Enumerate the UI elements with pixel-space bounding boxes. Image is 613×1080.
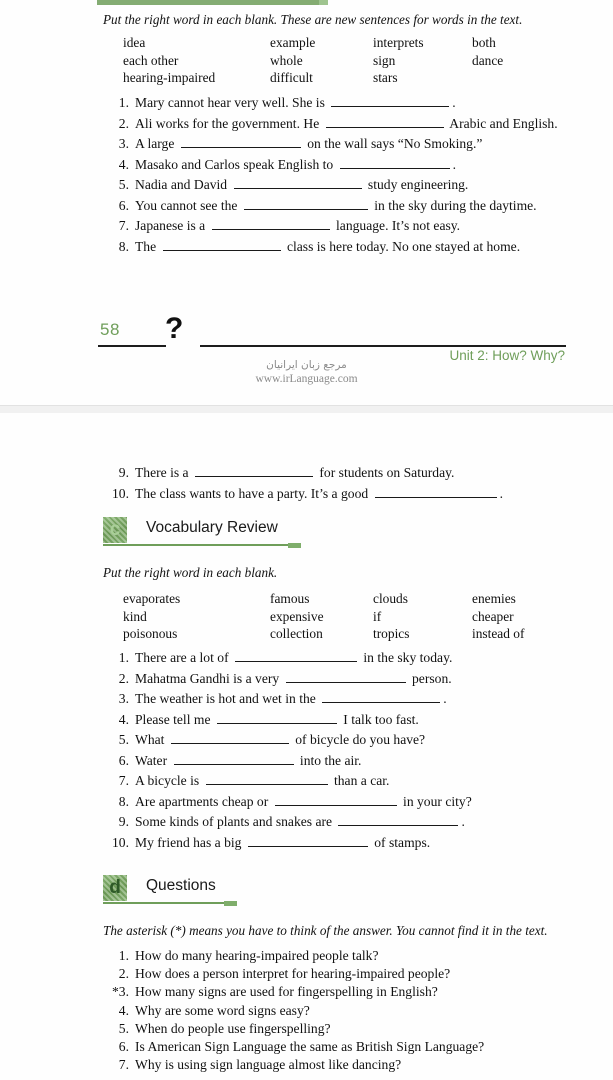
answer-blank[interactable] — [286, 671, 406, 683]
item-text-before-blank: The — [135, 238, 160, 254]
item-number: 2. — [118, 670, 129, 686]
item-number: 6. — [118, 752, 129, 768]
item-text-after-blank: person. — [408, 670, 452, 686]
item-text — [135, 794, 472, 810]
item-text-before-blank: Are apartments cheap or — [135, 793, 272, 809]
item-number: 6. — [118, 197, 129, 213]
word-bank-word: enemies — [472, 591, 516, 606]
section-rule-c — [103, 544, 289, 546]
item-text — [135, 712, 419, 728]
word-bank-word: example — [270, 35, 316, 50]
item-number: 1. — [118, 948, 129, 963]
exercise-d-instruction: The asterisk (*) means you have to think of the answer. You cannot find it in the text. — [103, 923, 548, 938]
item-number: 5. — [118, 1020, 129, 1036]
item-text-before-blank: Nadia and David — [135, 177, 231, 192]
answer-blank[interactable] — [275, 794, 397, 806]
item-number: 1. — [118, 650, 129, 665]
answer-blank[interactable] — [195, 465, 313, 477]
answer-blank[interactable] — [248, 835, 368, 847]
word-bank-word: whole — [270, 52, 303, 68]
item-text — [135, 465, 454, 481]
item-number: 3. — [118, 136, 129, 151]
item-text-before-blank: My friend has a big — [135, 834, 245, 850]
watermark — [0, 358, 613, 386]
word-bank-word: hearing-impaired — [123, 70, 216, 86]
page-upper — [0, 0, 613, 405]
item-text-after-blank: class is here today. No one stayed at home. — [283, 238, 521, 254]
item-number: 10. — [112, 834, 129, 850]
word-bank-word: poisonous — [123, 626, 178, 642]
item-text — [135, 486, 503, 502]
item-text — [135, 753, 361, 769]
item-text: Is American Sign Language the same as British Sign Language? — [135, 1038, 485, 1054]
item-text-after-blank: than a car. — [330, 773, 390, 788]
item-number: 10. — [112, 485, 129, 501]
word-bank-word: tropics — [373, 626, 410, 642]
item-text — [135, 239, 520, 255]
item-text-after-blank: . — [452, 95, 456, 110]
word-bank-word: expensive — [270, 608, 324, 624]
watermark-url: www.irLanguage.com — [255, 373, 358, 385]
item-number: 2. — [118, 966, 129, 982]
word-bank-word: difficult — [270, 70, 313, 86]
previous-section-rule — [97, 0, 320, 5]
answer-blank[interactable] — [234, 177, 362, 189]
item-text-before-blank: A large — [135, 136, 178, 151]
item-number: 4. — [118, 156, 129, 172]
answer-blank[interactable] — [338, 814, 458, 826]
answer-blank[interactable] — [174, 753, 294, 765]
answer-blank[interactable] — [322, 691, 440, 703]
item-text-after-blank: into the air. — [296, 752, 362, 768]
item-number: *3. — [112, 984, 129, 1000]
answer-blank[interactable] — [375, 486, 497, 498]
page-number: 58 — [100, 320, 120, 339]
item-text-after-blank: of stamps. — [370, 834, 431, 850]
item-text: When do people use fingerspelling? — [135, 1020, 331, 1036]
item-number: 5. — [118, 177, 129, 192]
item-text-before-blank: There is a — [135, 465, 192, 480]
item-text — [135, 814, 465, 830]
word-bank-word: idea — [123, 35, 146, 50]
section-title-d: Questions — [146, 877, 216, 894]
item-text — [135, 177, 468, 193]
footer-rule-left — [98, 345, 166, 347]
item-text-after-blank: . — [443, 691, 447, 706]
exercise-b-instruction: Put the right word in each blank. These are new sentences for words in the text. — [103, 12, 523, 27]
item-text-after-blank: language. It’s not easy. — [332, 218, 461, 233]
item-text — [135, 732, 425, 748]
item-text-before-blank: Mary cannot hear very well. She is — [135, 95, 329, 110]
item-text: How do many hearing-impaired people talk? — [135, 948, 379, 963]
section-letter-badge-c: c — [103, 517, 127, 543]
item-text — [135, 650, 452, 666]
item-number: 4. — [118, 1002, 129, 1018]
item-text-before-blank: A bicycle is — [135, 773, 203, 788]
item-text — [135, 116, 558, 132]
item-number: 8. — [118, 793, 129, 809]
item-text-before-blank: Water — [135, 752, 171, 768]
word-bank-word: stars — [373, 70, 398, 86]
item-text — [135, 691, 447, 707]
item-text-after-blank: . — [461, 814, 465, 829]
item-text-after-blank: I talk too fast. — [339, 711, 419, 727]
item-text — [135, 773, 389, 789]
word-bank-word: famous — [270, 591, 310, 606]
item-text: How does a person interpret for hearing-impaired people? — [135, 966, 451, 982]
footer-rule-right — [200, 345, 566, 347]
watermark-persian-text: مرجع زبان ایرانیان — [266, 359, 347, 371]
word-bank-word: collection — [270, 626, 323, 642]
item-number: 9. — [118, 465, 129, 480]
answer-blank[interactable] — [171, 732, 289, 744]
item-text: Why are some word signs easy? — [135, 1002, 310, 1018]
item-text-after-blank: in the sky during the daytime. — [370, 197, 537, 213]
item-text-after-blank: . — [452, 156, 457, 172]
question-mark-ornament: ? — [165, 312, 184, 345]
item-text — [135, 218, 460, 234]
item-text — [135, 136, 482, 152]
word-bank-word: dance — [472, 52, 504, 68]
item-text-before-blank: The weather is hot and wet in the — [135, 691, 320, 706]
answer-blank[interactable] — [217, 712, 337, 724]
item-number: 7. — [118, 1057, 129, 1073]
word-bank-word: interprets — [373, 35, 424, 50]
item-number: 7. — [118, 773, 129, 788]
item-text-before-blank: You cannot see the — [135, 197, 241, 213]
item-text — [135, 835, 430, 851]
item-text-before-blank: The class wants to have a party. It’s a good — [135, 485, 372, 501]
item-number: 6. — [118, 1038, 129, 1054]
item-text-after-blank: Arabic and English. — [446, 115, 558, 131]
item-text-before-blank: Mahatma Gandhi is a very — [135, 670, 283, 686]
word-bank-word: both — [472, 35, 496, 50]
item-text-before-blank: Japanese is a — [135, 218, 209, 233]
word-bank-word: evaporates — [123, 591, 181, 606]
item-number: 5. — [118, 732, 129, 747]
answer-blank[interactable] — [331, 95, 449, 107]
answer-blank[interactable] — [163, 239, 281, 251]
item-number: 9. — [118, 814, 129, 829]
item-number: 3. — [118, 691, 129, 706]
item-number: 7. — [118, 218, 129, 233]
item-text-before-blank: What — [135, 732, 168, 747]
item-text-after-blank: in the sky today. — [360, 650, 453, 665]
item-text-after-blank: of bicycle do you have? — [291, 732, 426, 747]
answer-blank[interactable] — [340, 157, 450, 169]
item-text-before-blank: There are a lot of — [135, 650, 232, 665]
answer-blank[interactable] — [212, 218, 330, 230]
item-text — [135, 157, 456, 173]
item-text-after-blank: in your city? — [399, 793, 472, 809]
item-number: 4. — [118, 711, 129, 727]
item-text-before-blank: Please tell me — [135, 711, 214, 727]
section-title-c: Vocabulary Review — [146, 519, 278, 536]
exercise-c-instruction: Put the right word in each blank. — [103, 565, 278, 580]
word-bank-word: instead of — [472, 626, 525, 642]
item-text-after-blank: study engineering. — [364, 177, 469, 192]
answer-blank[interactable] — [235, 650, 357, 662]
answer-blank[interactable] — [244, 198, 368, 210]
item-text-before-blank: Some kinds of plants and snakes are — [135, 814, 336, 829]
answer-blank[interactable] — [326, 116, 444, 128]
item-text — [135, 671, 452, 687]
item-text-before-blank: Ali works for the government. He — [135, 115, 323, 131]
item-number: 1. — [118, 95, 129, 110]
word-bank-word: each other — [123, 52, 179, 68]
word-bank-word: cheaper — [472, 608, 514, 624]
word-bank-word: sign — [373, 52, 396, 68]
item-number: 2. — [118, 115, 129, 131]
page-lower — [0, 413, 613, 1080]
item-number: 8. — [118, 238, 129, 254]
section-rule-d — [103, 902, 225, 904]
word-bank-word: kind — [123, 608, 147, 624]
item-text — [135, 198, 537, 214]
section-letter-badge-d: d — [103, 875, 127, 901]
word-bank-word: clouds — [373, 591, 408, 606]
item-text-after-blank: for students on Saturday. — [316, 465, 455, 480]
item-text: Why is using sign language almost like dancing? — [135, 1057, 402, 1073]
item-text: How many signs are used for fingerspelling in English? — [135, 984, 438, 1000]
word-bank-word: if — [373, 608, 382, 624]
item-text-before-blank: Masako and Carlos speak English to — [135, 156, 337, 172]
answer-blank[interactable] — [206, 773, 328, 785]
item-text-after-blank: . — [499, 485, 503, 501]
item-text-after-blank: on the wall says “No Smoking.” — [303, 136, 483, 151]
item-text — [135, 95, 456, 111]
unit-label: Unit 2: How? Why? — [449, 348, 565, 363]
answer-blank[interactable] — [181, 136, 301, 148]
